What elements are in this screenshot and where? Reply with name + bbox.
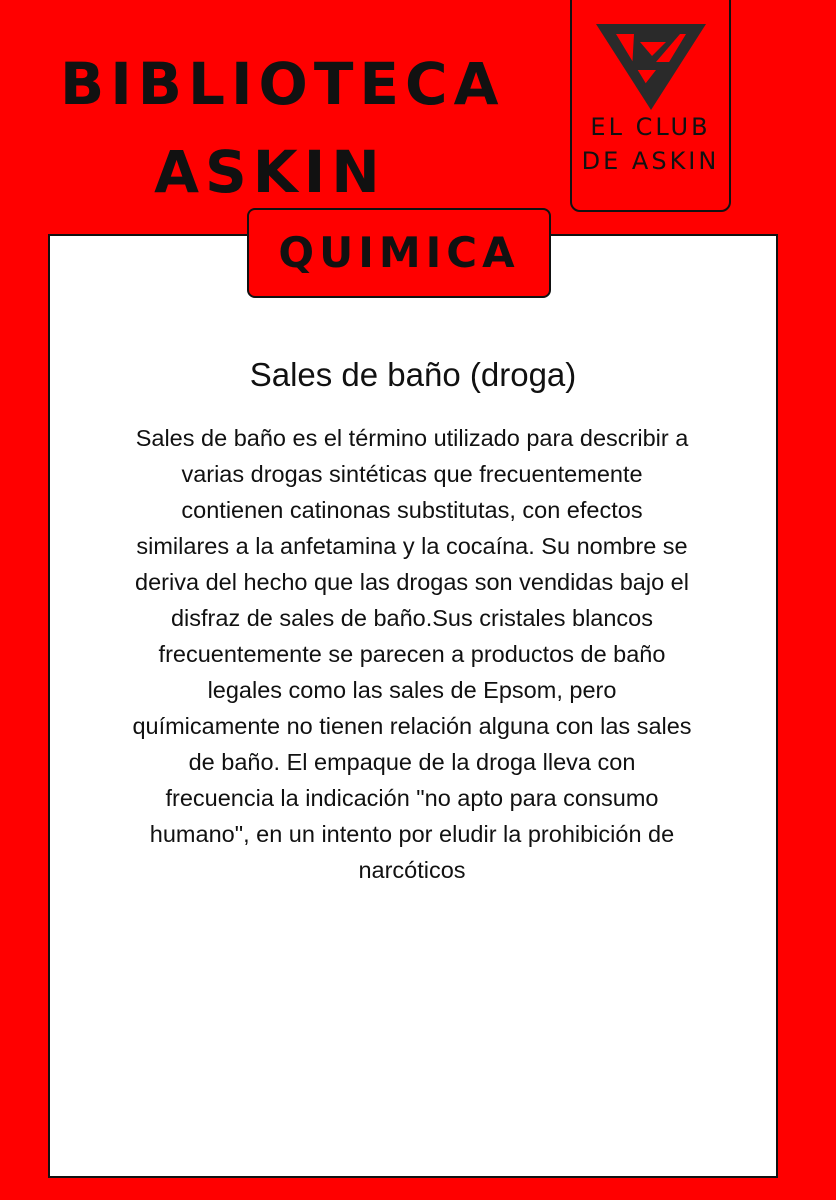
- club-logo-text: [572, 110, 729, 178]
- club-logo-icon: [594, 22, 708, 112]
- library-title-line1: BIBLIOTECA: [60, 50, 505, 118]
- section-tab: QUIMICA: [247, 208, 551, 298]
- library-title: [60, 40, 505, 216]
- article-title: Sales de baño (droga): [249, 356, 577, 393]
- article-body: Sales de baño es el término utilizado para describir a varias drogas sintéticas que frecuentemente contienen catinonas substitutas, con efectos similares a la anfetamina y la cocaína. Su nombre se deriva del hecho que las drogas son vendidas bajo el disfraz de sales de baño.Sus cristales blancos frecuentemente se parecen a productos de baño legales como las sales de Epsom, pero químicamente no tienen relación alguna con las sales de baño. El empaque de la droga lleva con frecuencia la indicación "no apto para consumo humano", en un intento por eludir la prohibición de narcóticos: [132, 425, 692, 883]
- library-title-line2: ASKIN: [154, 138, 386, 206]
- club-logo-line2: DE ASKIN: [581, 147, 720, 175]
- club-logo-card: [570, 0, 731, 212]
- club-logo-line1: EL CLUB: [590, 113, 711, 141]
